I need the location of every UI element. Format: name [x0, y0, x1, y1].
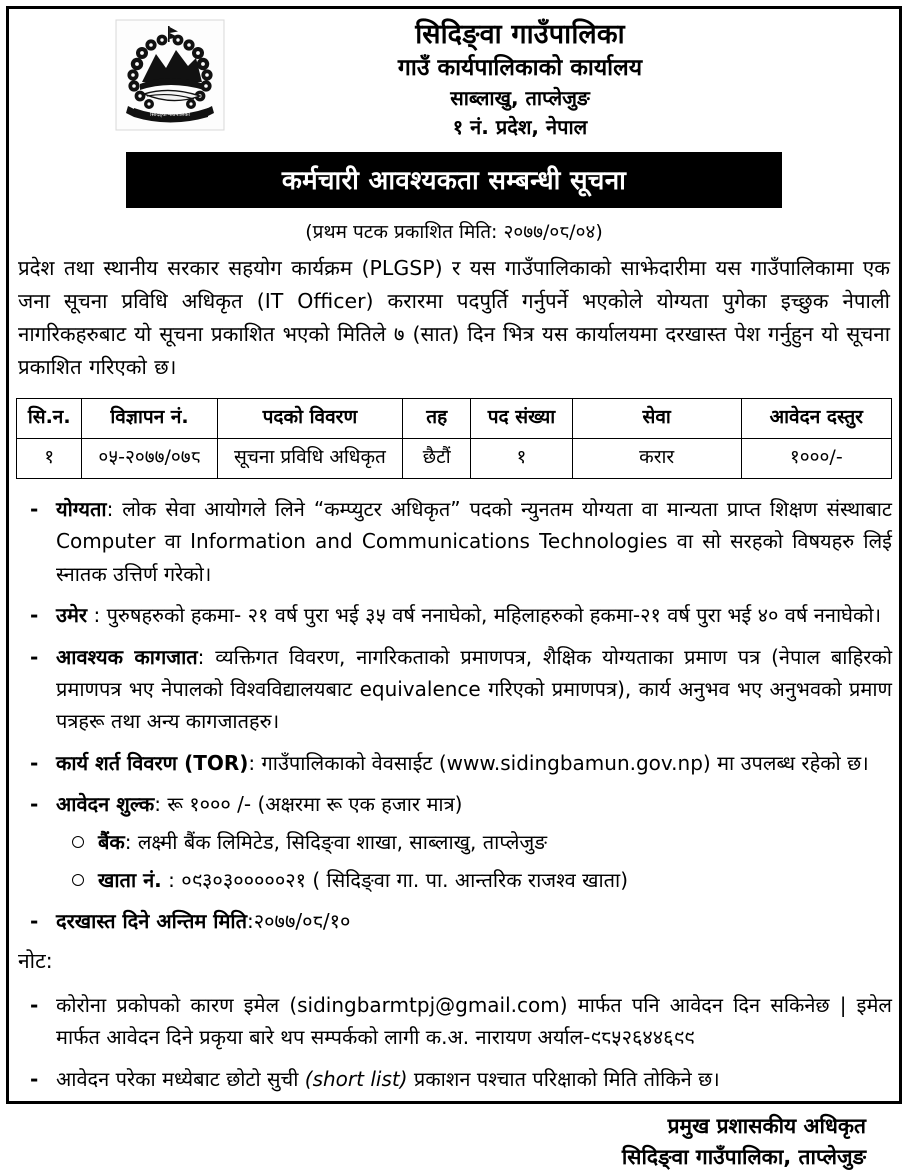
publication-date: (प्रथम पटक प्रकाशित मिति: २०७७/०८/०४): [305, 220, 603, 243]
letterhead: [16, 12, 892, 142]
payment-details-list: [56, 827, 892, 896]
col-header-fee: आवेदन दस्तुर: [741, 399, 891, 439]
note-heading: नोट:: [18, 948, 53, 973]
bullet-tor: [16, 747, 892, 779]
sub-label-account: खाता नं.: [98, 867, 162, 892]
col-header-post: पदको विवरण: [217, 399, 403, 439]
bullet-text-fee: : रू १००० /- (अक्षरमा रू एक हजार मात्र): [154, 792, 463, 817]
bullet-qualification: [16, 493, 892, 590]
col-header-sn: सि.न.: [17, 399, 82, 439]
bullet-label-tor: कार्य शर्त विवरण (TOR): [56, 750, 249, 775]
note-item-shortlist-pre: आवेदन परेका मध्येबाट छोटो सुची: [56, 1066, 305, 1091]
emblem-container: [16, 16, 228, 130]
organization-block: [228, 16, 892, 142]
bullet-text-tor: : गाउँपालिकाको वेवसाईट (www.sidingbamun.gov.np) मा उपलब्ध रहेको छ।: [248, 750, 869, 775]
svg-text:सिदिङ्वा गाउँपालिका: सिदिङ्वा गाउँपालिका: [150, 112, 190, 118]
col-header-level: तह: [403, 399, 471, 439]
cell-ad-no: ०५-२०७७/०७८: [82, 439, 217, 479]
bullet-label-deadline: दरखास्त दिने अन्तिम मिति: [56, 908, 248, 933]
intro-paragraph: प्रदेश तथा स्थानीय सरकार सहयोग कार्यक्रम (PLGSP) र यस गाउँपालिकाको साझेदारीमा यस गाउँपालिकामा एक जना सूचना प्रविधि अधिकृत (IT Officer) करारमा पदपुर्ति गर्नुपर्ने भएकोले योग्यता पुगेका इच्छुक नेपाली नागरिकहरुबाट यो सूचना प्रकाशित भएको मितिले ७ (सात) दिन भित्र यस कार्यालयमा दरखास्त पेश गर्नुहुन यो सूचना प्रकाशित गरिएको छ।: [18, 255, 890, 380]
cell-fee: १०००/-: [741, 439, 891, 479]
cell-count: १: [471, 439, 573, 479]
note-list: [16, 989, 892, 1095]
note-item-email-text: कोरोना प्रकोपको कारण इमेल (sidingbarmtpj@gmail.com) मार्फत पनि आवेदन दिन सकिनेछ | इमेल मार्फत आवेदन दिने प्रकृया बारे थप सम्पर्कको लागी क.अ. नारायण अर्याल-९८५२६४४६९९: [56, 992, 892, 1050]
office-province: १ नं. प्रदेश, नेपाल: [452, 114, 588, 139]
signatory-organization: सिदिङ्वा गाउँपालिका, ताप्लेजुङ: [621, 1144, 866, 1169]
bullet-label-qualification: योग्यता: [56, 497, 107, 521]
requirements-list: [16, 493, 892, 937]
cell-level: छैटौं: [403, 439, 471, 479]
sub-bullet-bank: [56, 827, 892, 858]
bullet-application-fee: [16, 788, 892, 895]
table-row: [17, 439, 892, 479]
bullet-text-qualification: : लोक सेवा आयोगले लिने “कम्प्युटर अधिकृत” पदको न्युनतम योग्यता वा मान्यता प्राप्त शिक्षण संस्थाबाट Computer वा Information and Communications Technologies वा सो सरहको विषयहरु लिई स्नातक उत्तिर्ण गरेको।: [56, 497, 892, 586]
bullet-label-documents: आवश्यक कागजात: [56, 644, 198, 669]
cell-post: सूचना प्रविधि अधिकृत: [217, 439, 403, 479]
sub-bullet-account: [56, 865, 892, 896]
col-header-ad-no: विज्ञापन नं.: [82, 399, 217, 439]
bullet-text-deadline: :२०७७/०८/१०: [247, 908, 351, 933]
office-name: गाउँ कार्यपालिकाको कार्यालय: [397, 54, 643, 81]
signature-block: [16, 1111, 892, 1172]
organization-name: सिदिङ्वा गाउँपालिका: [415, 19, 625, 50]
bullet-text-age: : पुरुषहरुको हकमा- २१ वर्ष पुरा भई ३५ वर्ष ननाघेको, महिलाहरुको हकमा-२१ वर्ष पुरा भई ४० वर्ष ननाघेको।: [87, 603, 882, 628]
vacancy-table: [16, 398, 892, 479]
notice-content: [16, 12, 893, 1169]
note-item-shortlist: [16, 1063, 892, 1095]
office-address: साब्लाखु, ताप्लेजुङ: [450, 85, 590, 110]
table-header-row: [17, 399, 892, 439]
municipality-emblem-icon: [116, 20, 224, 130]
col-header-service: सेवा: [572, 399, 741, 439]
cell-service: करार: [572, 439, 741, 479]
signatory-designation: प्रमुख प्रशासकीय अधिकृत: [667, 1114, 866, 1139]
sub-label-bank: बैंक: [98, 829, 125, 854]
sub-text-account: : ०९३०३०००००२१ ( सिदिङ्वा गा. पा. आन्तरिक राजश्व खाता): [161, 867, 629, 892]
bullet-label-fee: आवेदन शुल्क: [56, 792, 155, 817]
cell-sn: १: [17, 439, 82, 479]
bullet-age: [16, 599, 892, 631]
col-header-count: पद संख्या: [471, 399, 573, 439]
note-item-shortlist-post: प्रकाशन पश्चात परिक्षाको मिति तोकिने छ।: [407, 1066, 720, 1091]
note-item-shortlist-emphasis: (short list): [304, 1066, 408, 1091]
bullet-documents: [16, 641, 892, 738]
bullet-text-documents: : व्यक्तिगत विवरण, नागरिकताको प्रमाणपत्र, शैक्षिक योग्यताका प्रमाण पत्र (नेपाल बाहिरको प्रमाणपत्र भए नेपालको विश्वविद्यालयबाट equivalence गरिएको प्रमाणपत्र), कार्य अनुभव भए अनुभवको प्रमाण पत्रहरू तथा अन्य कागजातहरु।: [56, 644, 893, 734]
bullet-label-age: उमेर: [56, 603, 88, 628]
note-item-email: [16, 989, 892, 1054]
sub-text-bank: : लक्ष्मी बैंक लिमिटेड, सिदिङ्वा शाखा, साब्लाखु, ताप्लेजुङ: [124, 829, 547, 854]
bullet-deadline: [16, 905, 892, 937]
notice-title-banner: कर्मचारी आवश्यकता सम्बन्धी सूचना: [126, 152, 782, 208]
